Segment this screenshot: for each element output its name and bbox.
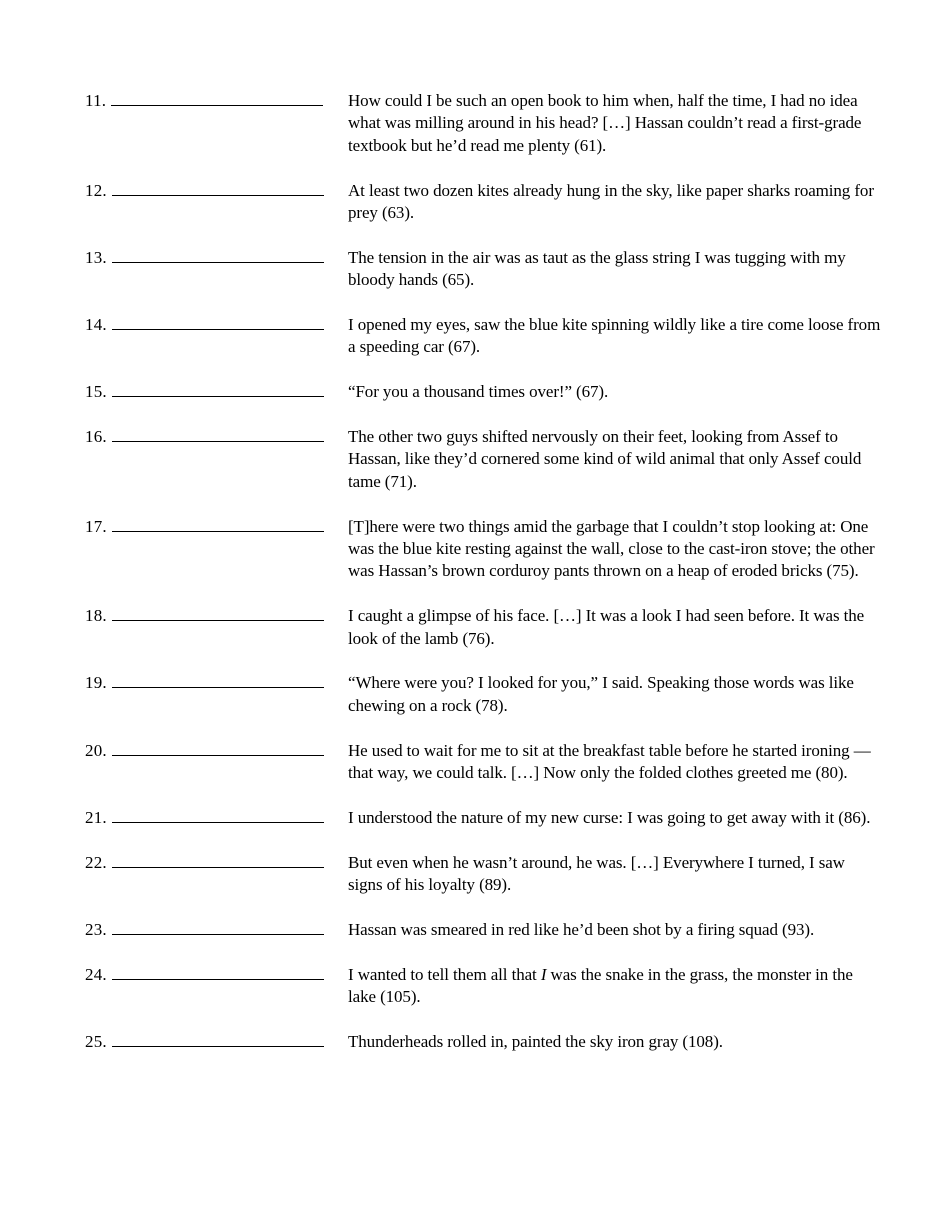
answer-blank [112,685,324,688]
item-label [85,1031,348,1053]
item-number: 17. [85,516,107,536]
answer-blank [112,820,324,823]
answer-blank [112,618,324,621]
item-label [85,90,348,112]
item-number: 12. [85,180,107,200]
item-number: 15. [85,382,107,402]
worksheet-item [85,672,915,717]
worksheet-item [85,919,915,941]
answer-blank [112,193,324,196]
quote-text: I opened my eyes, saw the blue kite spinning wildly like a tire come loose from a speeding car (67). [348,315,881,357]
worksheet-item [85,807,915,829]
item-label [85,381,348,403]
worksheet-item [85,426,915,493]
quote-text: I caught a glimpse of his face. […] It was a look I had seen before. It was the look of the lamb (76). [348,606,865,648]
item-number: 25. [85,1031,107,1051]
answer-blank [112,439,324,442]
item-label [85,852,348,874]
item-label [85,516,348,538]
answer-blank [112,753,324,756]
answer-blank [112,932,324,935]
quote-text: How could I be such an open book to him when, half the time, I had no idea what was milling around in his head? […] Hassan couldn’t read a first-grade textbook but he’d read me plenty (61). [348,91,862,155]
answer-blank [112,865,324,868]
quote-text: [T]here were two things amid the garbage that I couldn’t stop looking at: One was the blue kite resting against the wall, close to the cast-iron stove; the other was Hassan’s brown corduroy pants thrown on a heap of eroded bricks (75). [348,516,875,581]
worksheet-item [85,1031,915,1053]
item-number: 14. [85,315,107,335]
worksheet-item [85,314,915,359]
item-number: 24. [85,964,107,984]
quote-text: The other two guys shifted nervously on their feet, looking from Assef to Hassan, like they’d cornered some kind of wild animal that only Assef could tame (71). [348,427,862,491]
answer-blank [112,327,324,330]
quote-text: I understood the nature of my new curse: I was going to get away with it (86). [348,807,871,827]
item-number: 11. [85,91,107,110]
item-number: 18. [85,606,107,626]
item-number: 22. [85,852,107,872]
item-number: 13. [85,247,107,267]
item-number: 16. [85,427,107,447]
item-label [85,314,348,336]
item-label [85,807,348,829]
answer-blank [112,529,324,532]
worksheet-item [85,852,915,897]
worksheet-item [85,516,915,583]
answer-blank [112,1044,324,1047]
item-label [85,247,348,269]
quote-text: He used to wait for me to sit at the breakfast table before he started ironing — that way, we could talk. […] Now only the folded clothes greeted me (80). [348,740,871,783]
quote-text: But even when he wasn’t around, he was. […] Everywhere I turned, I saw signs of his loyalty (89). [348,852,845,895]
item-label [85,180,348,202]
item-number: 19. [85,673,107,693]
quote-text: Thunderheads rolled in, painted the sky iron gray (108). [348,1031,723,1051]
item-number: 21. [85,807,107,827]
item-label [85,672,348,694]
quote-text: “Where were you? I looked for you,” I said. Speaking those words was like chewing on a rock (78). [348,673,854,715]
quote-text: “For you a thousand times over!” (67). [348,382,609,402]
worksheet-item [85,964,915,1009]
worksheet-item [85,381,915,403]
item-number: 23. [85,919,107,939]
worksheet-item [85,180,915,225]
item-label [85,919,348,941]
worksheet-item [85,605,915,650]
item-label [85,426,348,448]
quote-text: Hassan was smeared in red like he’d been shot by a firing squad (93). [348,919,815,939]
quote-text: At least two dozen kites already hung in the sky, like paper sharks roaming for prey (63). [348,180,874,223]
item-label [85,605,348,627]
item-label [85,740,348,762]
worksheet-item [85,740,915,785]
quote-text: I wanted to tell them all that I was the snake in the grass, the monster in the lake (105). [348,964,853,1007]
answer-blank [112,977,324,980]
quote-text: The tension in the air was as taut as the glass string I was tugging with my bloody hands (65). [348,247,846,290]
item-label [85,964,348,986]
answer-blank [112,260,324,263]
answer-blank [112,394,324,397]
item-number: 20. [85,740,107,760]
worksheet-item [85,90,915,157]
worksheet-item [85,247,915,292]
answer-blank [111,103,323,106]
